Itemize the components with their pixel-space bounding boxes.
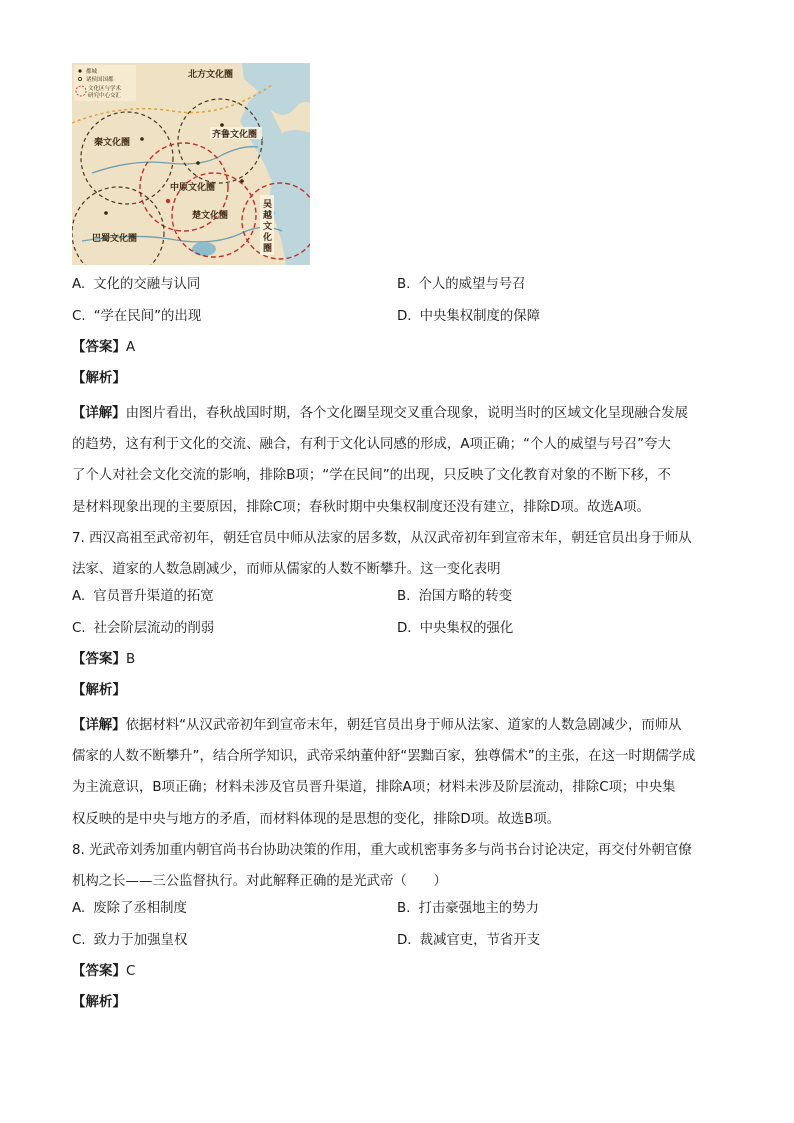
option-text: 打击豪强地主的势力 bbox=[418, 901, 539, 916]
option-letter: D. bbox=[397, 309, 412, 324]
q7-option-a bbox=[72, 588, 214, 606]
label-zhongyuan-culture: 中原文化圈 bbox=[170, 183, 216, 193]
q7-stem bbox=[72, 523, 692, 585]
q8-stem bbox=[72, 835, 692, 897]
label-wuyue-culture bbox=[262, 198, 272, 254]
option-letter: A. bbox=[72, 589, 86, 604]
city-dot bbox=[104, 211, 108, 215]
option-letter: A. bbox=[72, 901, 86, 916]
label-chu-culture: 楚文化圈 bbox=[192, 211, 229, 221]
option-text: 致力于加强皇权 bbox=[93, 933, 188, 948]
q6-answer bbox=[72, 339, 135, 357]
option-text: 废除了丞相制度 bbox=[93, 901, 187, 916]
q8-option-c bbox=[72, 932, 187, 950]
option-letter: C. bbox=[72, 621, 86, 636]
city-dot bbox=[240, 179, 244, 183]
option-text: 中央集权制度的保障 bbox=[419, 309, 541, 324]
wuyue-label-char: 文 bbox=[263, 222, 273, 232]
detail-line: 了个人对社会文化交流的影响，排除B项；“学在民间”的出现，只反映了文化教育对象的不断下移，不 bbox=[72, 468, 671, 484]
option-text: 官员晋升渠道的拓宽 bbox=[93, 589, 214, 604]
detail-line bbox=[72, 710, 722, 741]
label-bashu-culture: 巴蜀文化圈 bbox=[92, 234, 138, 244]
city-dot bbox=[220, 123, 224, 127]
legend-dot-icon bbox=[78, 69, 81, 72]
culture-map-figure bbox=[72, 63, 310, 265]
detail-label: 【详解】 bbox=[72, 718, 126, 733]
stem-line: 7. 西汉高祖至武帝初年，朝廷官员中师从法家的居多数，从汉武帝初年到宣帝末年，朝廷官员出身于师从 bbox=[72, 531, 692, 546]
option-letter: D. bbox=[397, 621, 412, 636]
wuyue-label-char: 越 bbox=[263, 211, 273, 221]
stem-line: 8. 光武帝刘秀加重内朝官尚书台协助决策的作用，重大或机密事务多与尚书台讨论决定，再交付外朝官僚 bbox=[72, 843, 692, 858]
option-letter: D. bbox=[397, 933, 412, 948]
detail-line: 的趋势，这有利于文化的交流、融合，有利于文化认同感的形成，A项正确；“个人的威望与号召”夸大 bbox=[72, 437, 671, 453]
label-qin-culture: 秦文化圈 bbox=[94, 138, 131, 148]
detail-line: 是材料现象出现的主要原因，排除C项；春秋时期中央集权制度还没有建立，排除D项。故选A项。 bbox=[72, 499, 650, 515]
lake bbox=[192, 242, 216, 256]
q6-analysis-label bbox=[72, 370, 126, 388]
answer-label: 【答案】 bbox=[72, 340, 126, 355]
stem-line: 法家、道家的人数急剧减少，而师从儒家的人数不断攀升。这一变化表明 bbox=[72, 562, 501, 578]
detail-text: 由图片看出，春秋战国时期，各个文化圈呈现交叉重合现象，说明当时的区域文化呈现融合发展 bbox=[125, 406, 688, 421]
wuyue-label-char: 吴 bbox=[263, 200, 273, 210]
q6-option-d bbox=[397, 308, 540, 326]
detail-line bbox=[72, 398, 722, 429]
option-text: 裁减官吏，节省开支 bbox=[419, 933, 541, 948]
detail-line: 儒家的人数不断攀升”，结合所学知识，武帝采纳董仲舒“罢黜百家，独尊儒术”的主张，在这一时期儒学成 bbox=[72, 749, 696, 765]
q7-option-b bbox=[397, 588, 512, 606]
legend-label: 都城 bbox=[86, 69, 98, 75]
option-text: 文化的交融与认同 bbox=[93, 277, 201, 292]
q7-answer bbox=[72, 651, 135, 669]
analysis-label: 【解析】 bbox=[72, 683, 126, 698]
option-text: 个人的威望与号召 bbox=[418, 277, 526, 292]
label-north-culture: 北方文化圈 bbox=[188, 70, 234, 80]
option-text: 社会阶层流动的削弱 bbox=[93, 621, 215, 636]
wuyue-label-char: 圈 bbox=[263, 244, 273, 254]
legend-label: 诸侯国国都 bbox=[86, 77, 114, 83]
city-dot bbox=[196, 161, 200, 165]
capital-dot bbox=[166, 199, 170, 203]
q8-answer bbox=[72, 963, 135, 981]
option-letter: C. bbox=[72, 933, 86, 948]
culture-map bbox=[72, 63, 310, 265]
label-qilu-culture: 齐鲁文化圈 bbox=[212, 130, 258, 140]
answer-label: 【答案】 bbox=[72, 964, 126, 979]
legend-label: 研究中心交汇 bbox=[88, 93, 122, 99]
option-letter: B. bbox=[397, 589, 411, 604]
detail-label: 【详解】 bbox=[72, 406, 126, 421]
q7-detail bbox=[72, 710, 722, 835]
q7-analysis-label bbox=[72, 682, 126, 700]
option-letter: A. bbox=[72, 277, 86, 292]
option-text: “学在民间”的出现 bbox=[93, 309, 202, 324]
option-text: 中央集权的强化 bbox=[419, 621, 514, 636]
option-text: 治国方略的转变 bbox=[418, 589, 513, 604]
analysis-label: 【解析】 bbox=[72, 995, 126, 1010]
answer-label: 【答案】 bbox=[72, 652, 126, 667]
answer-value: C bbox=[125, 964, 136, 979]
wuyue-label-char: 化 bbox=[263, 233, 273, 243]
q8-option-a bbox=[72, 900, 187, 918]
q8-option-b bbox=[397, 900, 539, 918]
city-dot bbox=[140, 137, 144, 141]
answer-value: B bbox=[125, 652, 136, 667]
q6-option-c bbox=[72, 308, 201, 326]
q6-detail bbox=[72, 398, 722, 523]
q7-option-d bbox=[397, 620, 513, 638]
analysis-label: 【解析】 bbox=[72, 371, 126, 386]
q7-option-c bbox=[72, 620, 214, 638]
detail-text: 依据材料“从汉武帝初年到宣帝末年，朝廷官员出身于师从法家、道家的人数急剧减少，而师从 bbox=[125, 718, 682, 733]
legend-label: 文化区与学术 bbox=[88, 86, 122, 92]
option-letter: B. bbox=[397, 277, 411, 292]
option-letter: C. bbox=[72, 309, 86, 324]
stem-line: 机构之长——三公监督执行。对此解释正确的是光武帝（ ） bbox=[72, 874, 447, 890]
detail-line: 为主流意识，B项正确；材料未涉及官员晋升渠道，排除A项；材料未涉及阶层流动，排除C项；中央集 bbox=[72, 780, 676, 796]
detail-line: 权反映的是中央与地方的矛盾，而材料体现的是思想的变化，排除D项。故选B项。 bbox=[72, 811, 561, 827]
q8-option-d bbox=[397, 932, 540, 950]
q6-option-b bbox=[397, 276, 526, 294]
option-letter: B. bbox=[397, 901, 411, 916]
q6-option-a bbox=[72, 276, 200, 294]
answer-value: A bbox=[125, 340, 136, 355]
q8-analysis-label bbox=[72, 994, 126, 1012]
